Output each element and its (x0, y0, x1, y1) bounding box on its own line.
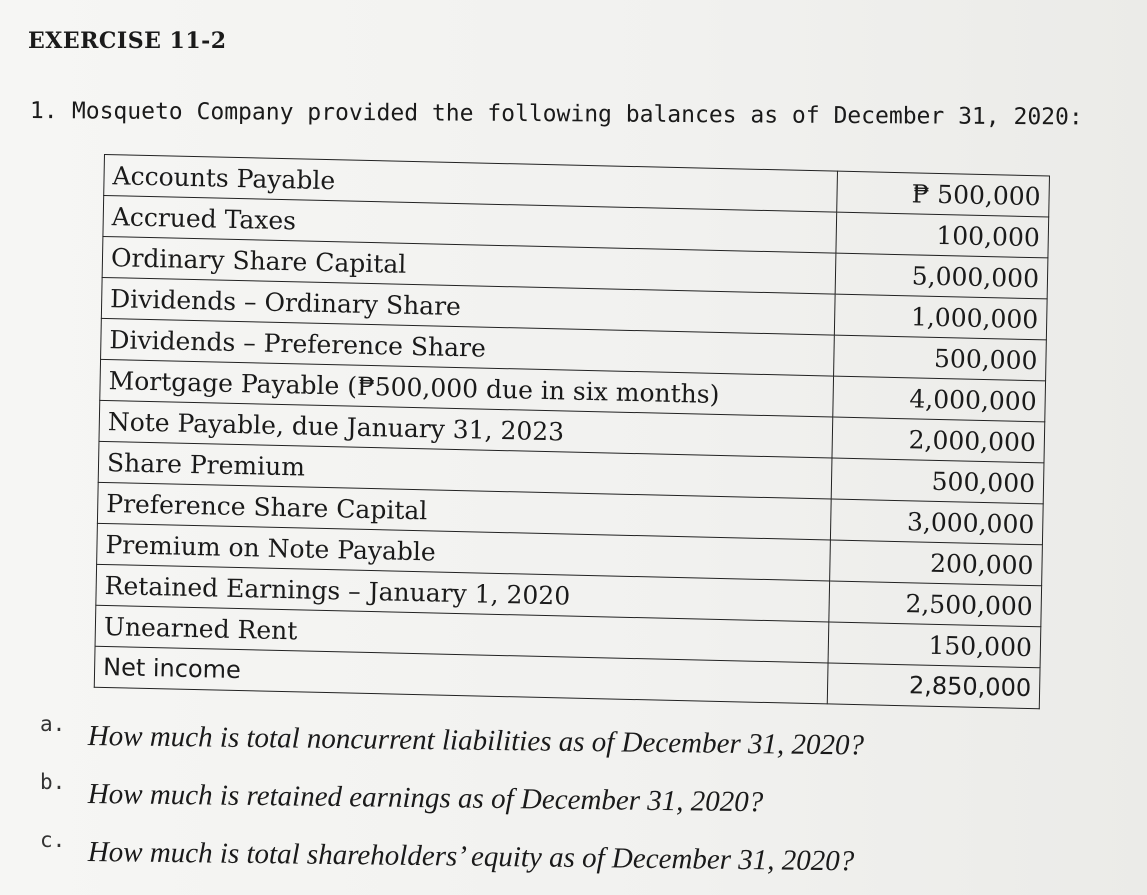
account-amount: ₱ 500,000 (837, 171, 1050, 217)
account-amount: 500,000 (834, 335, 1047, 381)
sub-question-text: How much is retained earnings as of December 31, 2020? (87, 778, 764, 819)
account-amount: 2,500,000 (829, 581, 1042, 627)
sub-question (40, 828, 1120, 886)
account-amount: 3,000,000 (831, 499, 1044, 545)
account-amount: 5,000,000 (835, 253, 1048, 299)
account-amount: 1,000,000 (835, 294, 1048, 340)
account-label: Ordinary Share Capital (102, 236, 836, 294)
balances-table (94, 154, 1050, 709)
account-label: Unearned Rent (95, 605, 829, 663)
account-amount: 2,850,000 (828, 663, 1041, 709)
account-amount: 150,000 (828, 622, 1041, 668)
account-label: Mortgage Payable (₱500,000 due in six months) (100, 359, 834, 417)
sub-question-letter: a. (40, 712, 66, 736)
sub-question (40, 770, 1120, 828)
account-label: Dividends – Preference Share (101, 318, 835, 376)
question-number: 1. (29, 98, 58, 125)
account-amount: 100,000 (836, 212, 1049, 258)
account-label: Accrued Taxes (103, 195, 837, 253)
account-label: Preference Share Capital (97, 482, 831, 540)
sub-question-text: How much is total noncurrent liabilities as of December 31, 2020? (87, 720, 865, 762)
sub-question-text: How much is total shareholders’ equity as of December 31, 2020? (87, 836, 855, 878)
account-amount: 500,000 (831, 458, 1044, 504)
sub-questions-list (40, 712, 1120, 886)
sub-question-letter: b. (40, 770, 66, 794)
account-label: Share Premium (98, 441, 832, 499)
account-amount: 2,000,000 (832, 417, 1045, 463)
account-label: Dividends – Ordinary Share (101, 277, 835, 335)
account-label: Premium on Note Payable (97, 523, 831, 581)
sub-question (40, 712, 1120, 770)
question-1 (30, 98, 1083, 130)
question-text: Mosqueto Company provided the following balances as of December 31, 2020: (71, 98, 1083, 131)
account-label: Accounts Payable (104, 155, 838, 213)
sub-question-letter: c. (40, 828, 66, 852)
account-label: Net income (94, 646, 828, 704)
exercise-title: EXERCISE 11-2 (28, 28, 227, 54)
account-amount: 200,000 (830, 540, 1043, 586)
account-label: Note Payable, due January 31, 2023 (99, 400, 833, 458)
account-amount: 4,000,000 (833, 376, 1046, 422)
account-label: Retained Earnings – January 1, 2020 (96, 564, 830, 622)
